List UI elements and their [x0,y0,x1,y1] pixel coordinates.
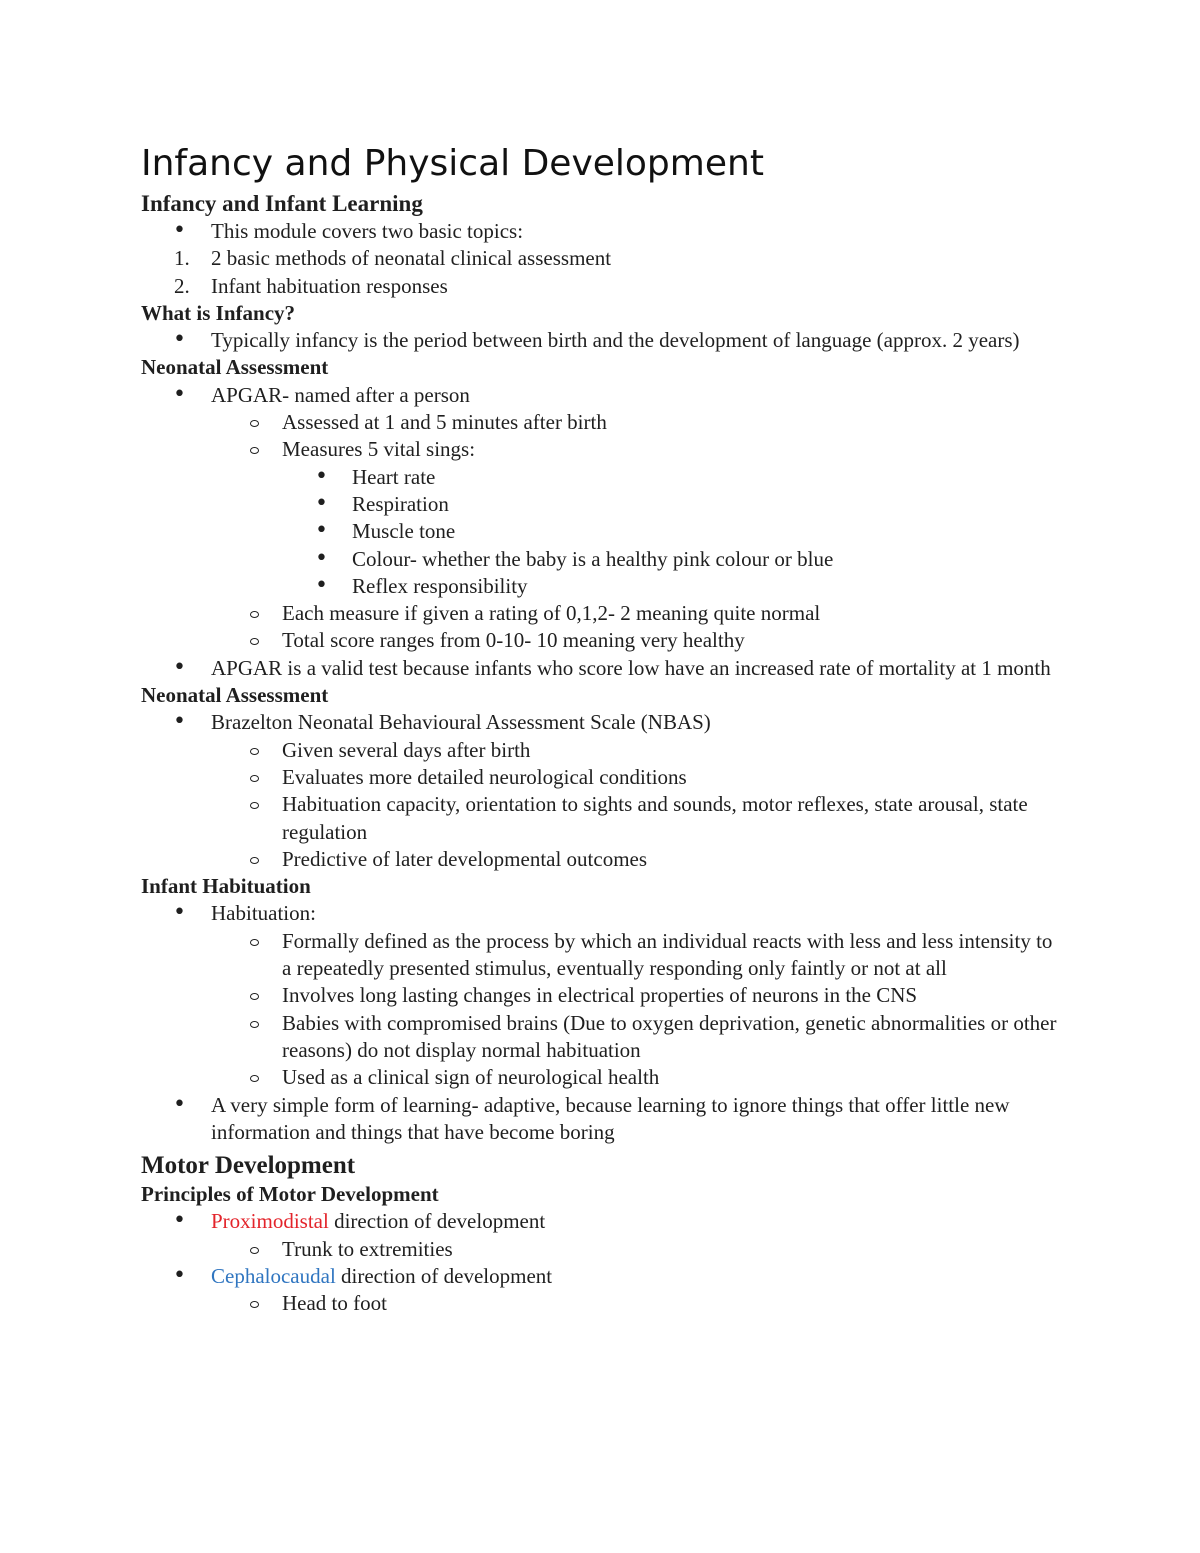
list-item [141,1208,1061,1235]
bullet-list [141,709,1061,873]
list-item: • APGAR is a valid test because infants who score low have an increased rate of mortality at 1 month [141,655,1061,682]
sub-list-item: Used as a clinical sign of neurological health [141,1064,1061,1091]
item-text: direction of development [328,1209,546,1234]
sign-item: • Heart rate [141,464,1061,491]
heading-motor-development: Motor Development [141,1152,356,1180]
sub-list-item: Habituation capacity, orientation to sights and sounds, motor reflexes, state arousal, state regulation [141,791,1061,846]
item-number: 1. [174,246,190,271]
sub-list-item: Given several days after birth [141,737,1061,764]
list-item [141,245,1061,272]
bullet-list [141,218,1061,245]
item-text: direction of development [335,1263,553,1288]
heading-principles-motor: Principles of Motor Development [141,1182,439,1207]
sub-list-item: Evaluates more detailed neurological conditions [141,764,1061,791]
sub-list-item: Total score ranges from 0-10- 10 meaning very healthy [141,627,1061,654]
heading-infancy-learning: Infancy and Infant Learning [141,191,423,216]
sub-list-item: Involves long lasting changes in electrical properties of neurons in the CNS [141,982,1061,1009]
list-item: • Brazelton Neonatal Behavioural Assessment Scale (NBAS) [141,709,1061,736]
item-number: 2. [174,273,190,298]
bullet-list [141,1208,1061,1317]
document-content [141,140,1061,1318]
heading-infant-habituation: Infant Habituation [141,874,311,899]
list-item: • Typically infancy is the period between birth and the development of language (approx. 2 years) [141,327,1061,354]
document-title: Infancy and Physical Development [141,143,764,184]
sign-item: • Respiration [141,491,1061,518]
item-text: Infant habituation responses [211,273,448,298]
bullet-list [141,327,1061,354]
sign-item: • Colour- whether the baby is a healthy pink colour or blue [141,546,1061,573]
bullet-list [141,382,1061,682]
list-item [141,1263,1061,1290]
list-item: • Habituation: [141,900,1061,927]
sub-list-item: Trunk to extremities [141,1236,1061,1263]
sub-list-item: Assessed at 1 and 5 minutes after birth [141,409,1061,436]
numbered-list [141,245,1061,300]
sub-list-item: Formally defined as the process by which an individual reacts with less and less intensity to a repeatedly presented stimulus, eventually responding only faintly or not at all [141,928,1061,983]
list-item: • APGAR- named after a person [141,382,1061,409]
sub-list-item: Measures 5 vital sings: [141,436,1061,463]
sub-list-item: Each measure if given a rating of 0,1,2- 2 meaning quite normal [141,600,1061,627]
bullet-list [141,900,1061,1146]
heading-what-is-infancy: What is Infancy? [141,300,296,325]
sub-list-item: Head to foot [141,1290,1061,1317]
heading-neonatal-assessment: Neonatal Assessment [141,355,329,380]
list-item: • This module covers two basic topics: [141,218,1061,245]
heading-neonatal-assessment-2: Neonatal Assessment [141,683,329,708]
sign-item: • Reflex responsibility [141,573,1061,600]
term-proximodistal: Proximodistal [211,1209,329,1234]
list-item: • A very simple form of learning- adaptive, because learning to ignore things that offer little new information and things that have become boring [141,1092,1061,1147]
sign-item: • Muscle tone [141,518,1061,545]
sub-list-item: Predictive of later developmental outcomes [141,846,1061,873]
sub-list-item: Babies with compromised brains (Due to oxygen deprivation, genetic abnormalities or other reasons) do not display normal habituation [141,1010,1061,1065]
term-cephalocaudal: Cephalocaudal [211,1263,336,1288]
item-text: 2 basic methods of neonatal clinical assessment [211,246,612,271]
list-item [141,273,1061,300]
